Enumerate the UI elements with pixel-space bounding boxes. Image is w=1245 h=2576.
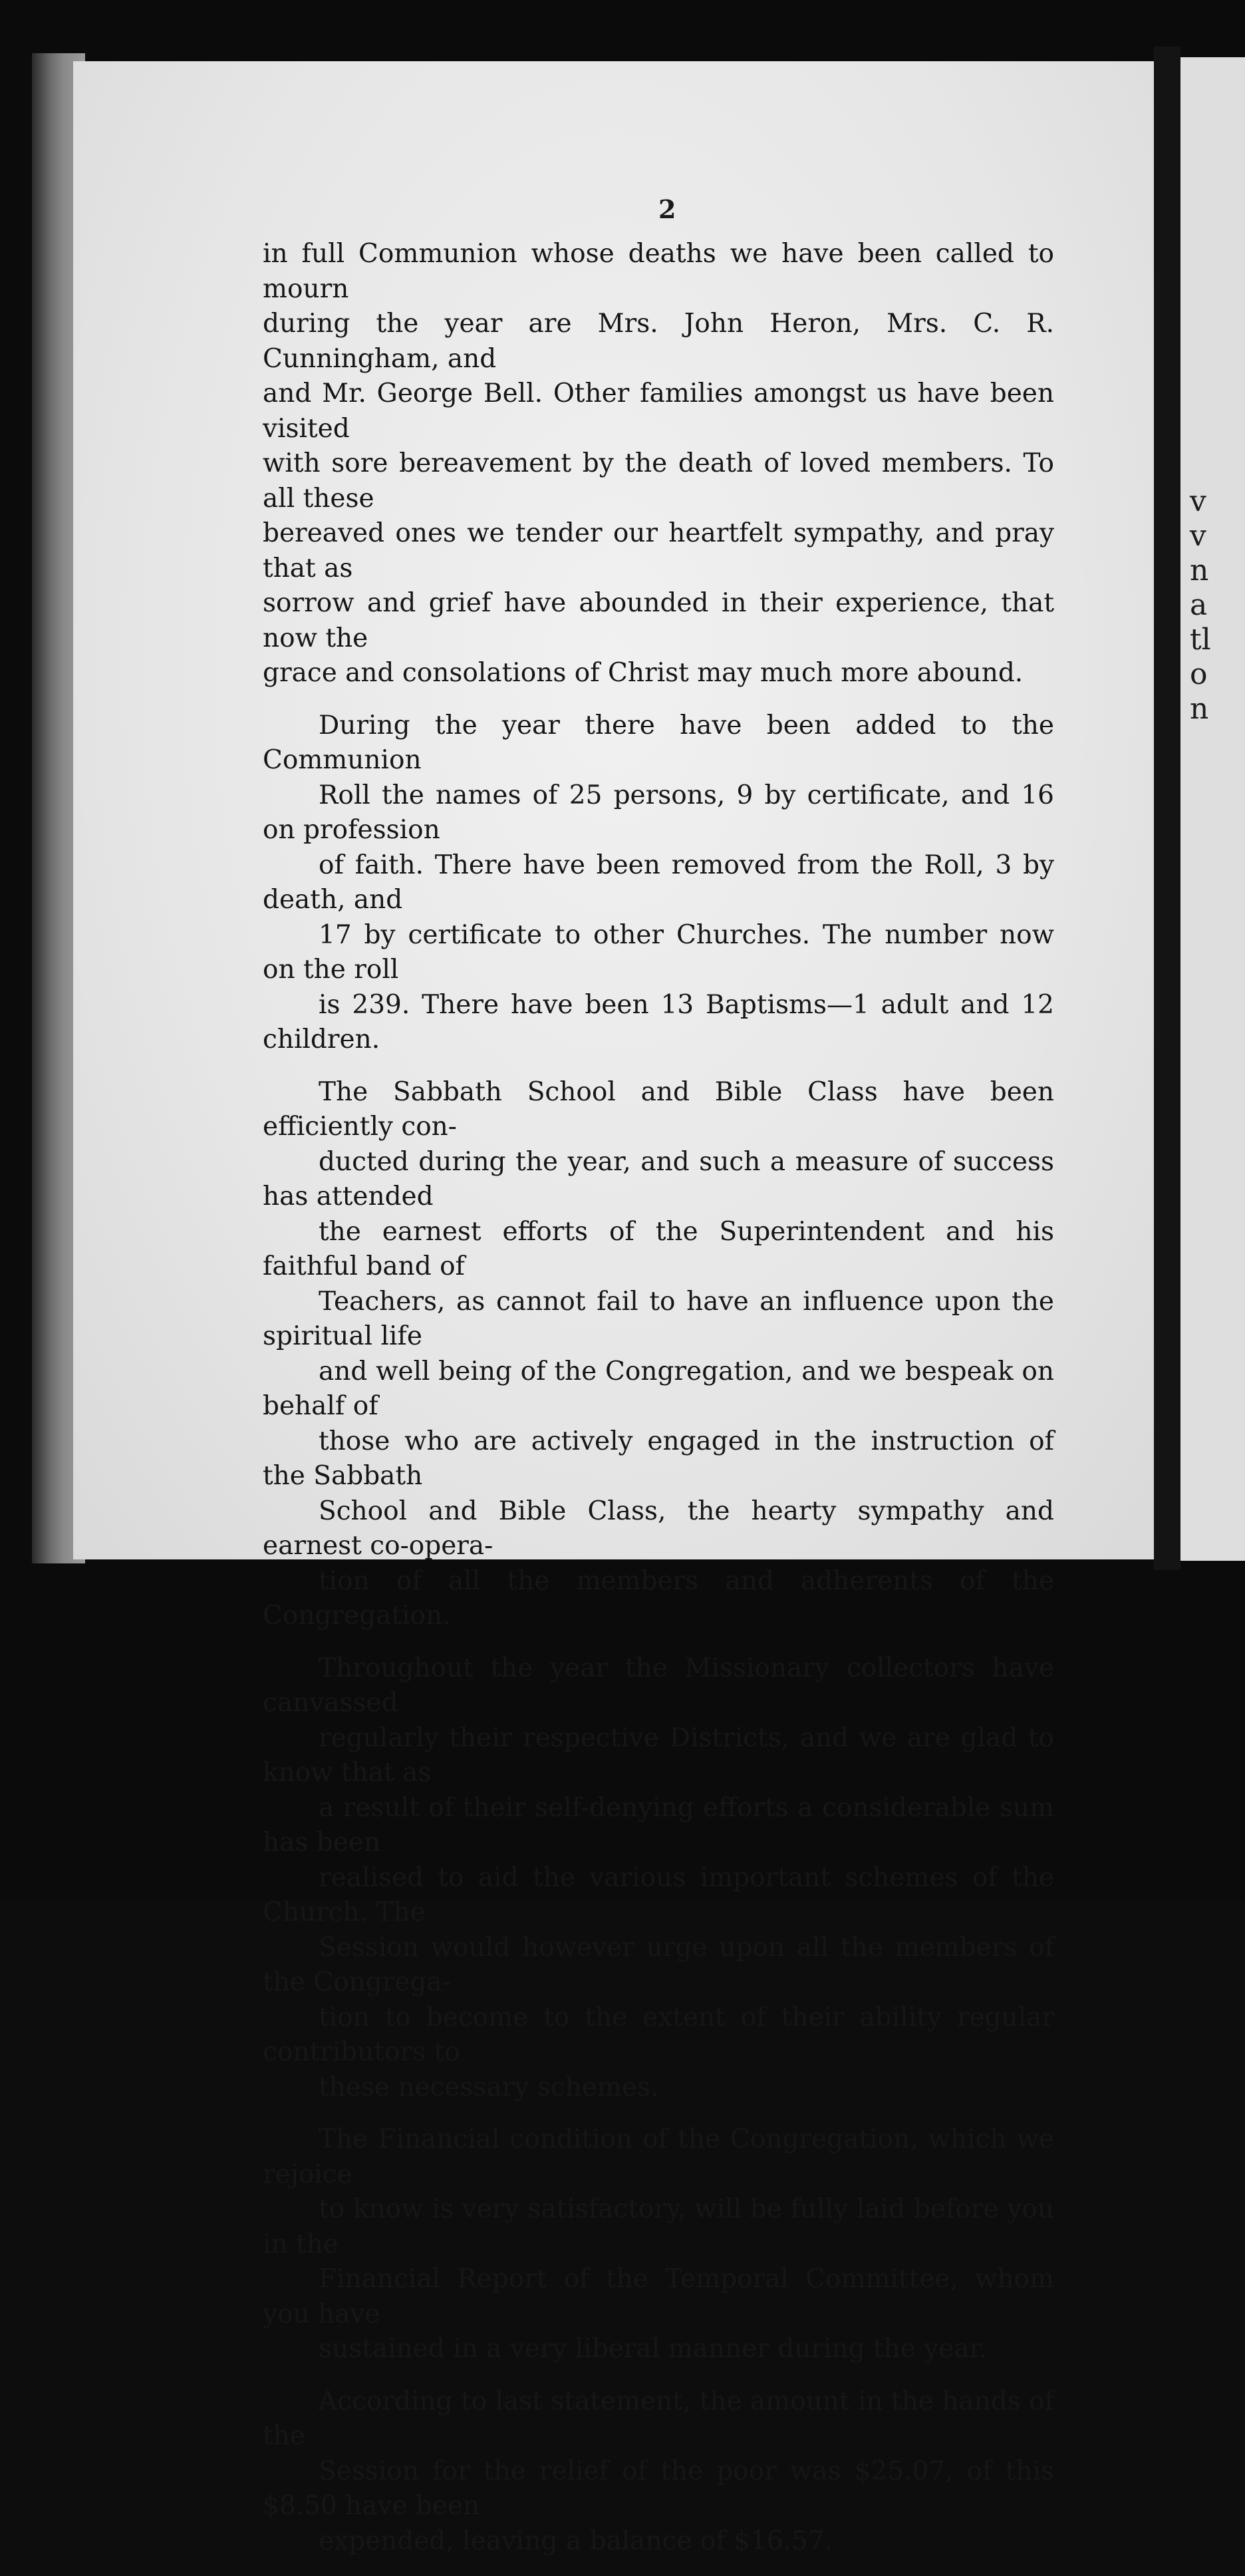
text-line: those who are actively engaged in the instruction of the Sabbath — [263, 1426, 1054, 1491]
text-line: According to last statement, the amount in the hands of the — [263, 2386, 1054, 2451]
paragraph-deaths — [263, 237, 1054, 691]
text-line: Session for the relief of the poor was $25.07, of this $8.50 have been — [263, 2456, 1054, 2521]
adjacent-page-fragment: n — [1190, 692, 1209, 726]
text-line: bereaved ones we tender our heartfelt sympathy, and pray that as — [263, 518, 1054, 583]
text-line: with sore bereavement by the death of loved members. To all these — [263, 448, 1054, 514]
text-line: Roll the names of 25 persons, 9 by certificate, and 16 on profession — [263, 780, 1054, 845]
adjacent-page — [1180, 57, 1245, 1561]
book-gutter — [1154, 47, 1180, 1570]
text-line: in full Communion whose deaths we have been called to mourn — [263, 239, 1054, 304]
text-line: a result of their self-denying efforts a considerable sum has been — [263, 1792, 1054, 1857]
text-line: realised to aid the various important schemes of the Church. The — [263, 1862, 1054, 1927]
adjacent-page-fragment: v — [1190, 519, 1206, 553]
text-line: Financial Report of the Temporal Committee, whom you have — [263, 2264, 1054, 2329]
text-line: of faith. There have been removed from the Roll, 3 by death, and — [263, 850, 1054, 915]
paragraph-missionary — [263, 1651, 1054, 2106]
adjacent-page-fragment: v — [1190, 484, 1206, 518]
adjacent-page-fragment: tl — [1190, 623, 1211, 657]
adjacent-page-fragment: n — [1190, 554, 1209, 587]
text-line: ducted during the year, and such a measure of success has attended — [263, 1146, 1054, 1211]
adjacent-page-fragment: o — [1190, 657, 1208, 691]
text-line: and well being of the Congregation, and we bespeak on behalf of — [263, 1356, 1054, 1421]
text-line: sustained in a very liberal manner during the year. — [319, 2334, 988, 2364]
paragraph-communion-roll — [263, 709, 1054, 1058]
text-line: expended, leaving a balance of $16.57. — [319, 2525, 833, 2556]
text-line: Throughout the year the Missionary collectors have canvassed — [263, 1653, 1054, 1718]
text-line: during the year are Mrs. John Heron, Mrs. C. R. Cunningham, and — [263, 309, 1054, 374]
text-line: 17 by certificate to other Churches. The number now on the roll — [263, 919, 1054, 985]
text-line: tion of all the members and adherents of the Congregation. — [263, 1565, 1054, 1631]
text-line: and Mr. George Bell. Other families amongst us have been visited — [263, 379, 1054, 444]
text-line: School and Bible Class, the hearty sympathy and earnest co-opera- — [263, 1496, 1054, 1561]
adjacent-page-fragment: a — [1190, 588, 1208, 622]
text-line: tion to become to the extent of their ability regular contributors to — [263, 2002, 1054, 2067]
body-text — [263, 237, 1054, 2576]
paragraph-sabbath-school — [263, 1075, 1054, 1634]
text-line: the earnest efforts of the Superintendent and his faithful band of — [263, 1216, 1054, 1281]
paragraph-financial — [263, 2122, 1054, 2367]
text-line: regularly their respective Districts, and we are glad to know that as — [263, 1722, 1054, 1788]
text-line: is 239. There have been 13 Baptisms—1 adult and 12 children. — [263, 989, 1054, 1054]
text-line: these necessary schemes. — [319, 2072, 659, 2102]
text-line: sorrow and grief have abounded in their experience, that now the — [263, 588, 1054, 653]
text-line: to know is very satisfactory, will be fully laid before you in the — [263, 2194, 1054, 2259]
page-number: 2 — [658, 194, 676, 224]
text-line: Session would however urge upon all the members of the Congrega- — [263, 1932, 1054, 1997]
text-line: The Sabbath School and Bible Class have been efficiently con- — [263, 1076, 1054, 1142]
paragraph-poor-fund — [263, 2384, 1054, 2559]
text-line: The Financial condition of the Congregation, which we rejoice — [263, 2124, 1054, 2189]
text-line: grace and consolations of Christ may much more abound. — [263, 658, 1024, 688]
text-line: Teachers, as cannot fail to have an influence upon the spiritual life — [263, 1286, 1054, 1351]
text-line: During the year there have been added to the Communion — [263, 710, 1054, 775]
